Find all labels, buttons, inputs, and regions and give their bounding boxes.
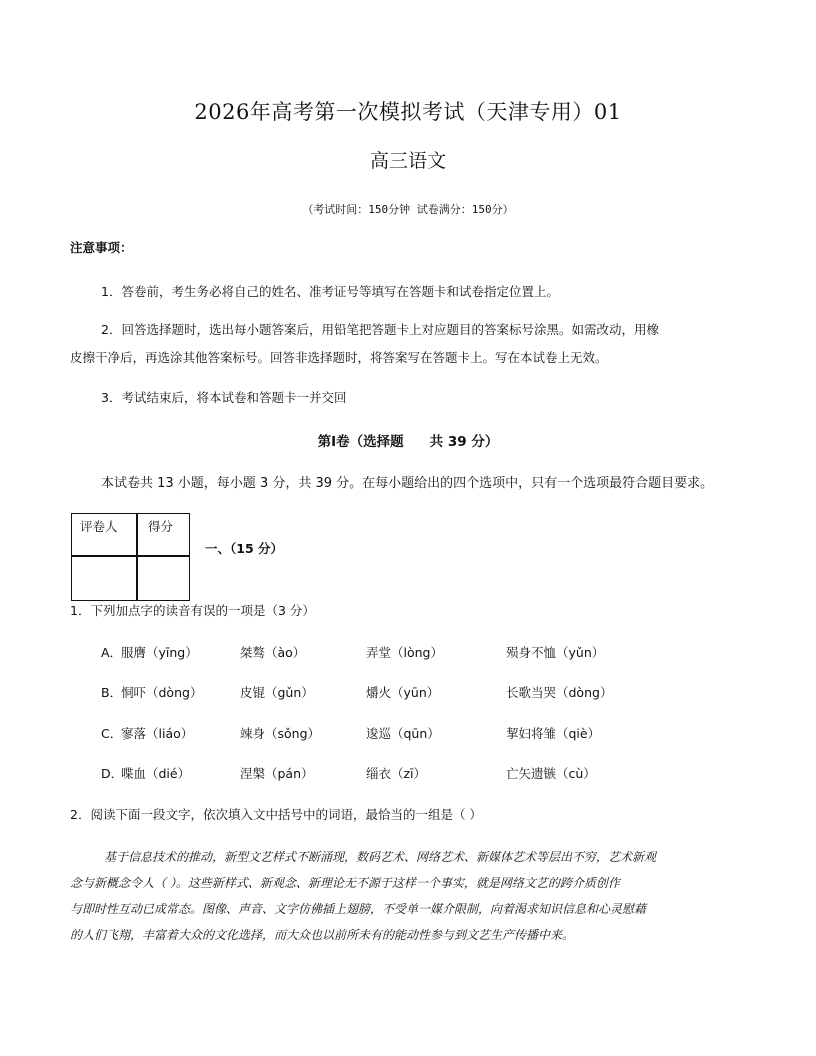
exam-info: （考试时间：150分钟 试卷满分：150分） [302, 203, 514, 216]
option-d-item-2: 涅槃（pán） [240, 766, 314, 781]
exam-subject: 高三语文 [369, 150, 446, 172]
option-a-item-2: 桀骜（ào） [240, 645, 306, 660]
section-description: 本试卷共 13 小题，每小题 3 分，共 39 分。在每小题给出的四个选项中，只有一个选项最符合题目要求。 [101, 476, 714, 491]
option-c-item-3: 逡巡（qūn） [366, 726, 440, 741]
notice-item-1: 1．答卷前，考生务必将自己的姓名、准考证号等填写在答题卡和试卷指定位置上。 [101, 284, 559, 299]
option-b-item-4: 长歌当哭（dòng） [506, 685, 613, 700]
notice-item-3: 3．考试结束后，将本试卷和答题卡一并交回 [101, 390, 347, 405]
grader-table [71, 513, 190, 601]
score-header: 得分 [148, 519, 174, 534]
option-a-label: A． [101, 645, 123, 660]
grader-table-divider-vertical [136, 514, 138, 600]
question-1-stem: 1．下列加点字的读音有误的一项是（3 分） [70, 603, 315, 618]
notice-heading: 注意事项： [70, 240, 133, 255]
section-title [0, 430, 816, 450]
option-a-item-3: 弄堂（lòng） [366, 645, 443, 660]
question-2-passage [70, 844, 746, 948]
notice-item-2-line-2: 皮擦干净后，再选涂其他答案标号。回答非选择题时，将答案写在答题卡上。写在本试卷上无效。 [70, 350, 608, 365]
option-d-item-1: 喋血（dié） [121, 766, 191, 781]
question-2-stem: 2．阅读下面一段文字，依次填入文中括号中的词语，最恰当的一组是（ ） [70, 807, 482, 822]
option-b-item-1: 恫吓（dòng） [121, 685, 203, 700]
option-d-item-4: 亡矢遗镞（cù） [506, 766, 596, 781]
option-a-item-4: 殒身不恤（yǔn） [506, 645, 605, 660]
exam-title: 2026年高考第一次模拟考试（天津专用）01 [194, 100, 622, 124]
option-a-item-1: 服膺（yīng） [121, 645, 198, 660]
passage-line-4: 的人们飞翔，丰富着大众的文化选择，而大众也以前所未有的能动性参与到文艺生产传播中来。 [70, 928, 575, 942]
option-b-item-2: 皮锟（gǔn） [240, 685, 314, 700]
section-title-part-1: 第Ⅰ卷（选择题 [317, 434, 404, 450]
grader-header: 评卷人 [80, 519, 118, 534]
option-d-item-3: 缁衣（zī） [366, 766, 427, 781]
passage-line-2: 念与新概念令人（ ）。这些新样式、新观念、新理论无不源于这样一个事实，就是网络文艺的跨介质创作 [70, 876, 620, 890]
option-c-label: C． [101, 726, 123, 741]
option-b-item-3: 爝火（yūn） [366, 685, 440, 700]
section-title-part-2: 共 39 分） [429, 434, 499, 450]
grader-table-divider-horizontal [72, 555, 189, 557]
option-c-item-2: 竦身（sǒng） [240, 726, 321, 741]
option-c-item-4: 挈妇将雏（qiè） [506, 726, 601, 741]
option-d-label: D． [101, 766, 124, 781]
passage-line-1: 基于信息技术的推动，新型文艺样式不断涌现，数码艺术、网络艺术、新媒体艺术等层出不穷，艺术新观 [104, 850, 657, 864]
notice-item-2-line-1: 2．回答选择题时，选出每小题答案后，用铅笔把答题卡上对应题目的答案标号涂黑。如需改动，用橡 [101, 322, 659, 337]
passage-line-3: 与即时性互动已成常态。图像、声音、文字仿佛插上翅膀，不受单一媒介限制，向着渴求知识信息和心灵慰藉 [70, 902, 647, 916]
option-b-label: B． [101, 685, 123, 700]
part-1-label: 一、（15 分） [205, 541, 283, 556]
option-c-item-1: 寥落（liáo） [121, 726, 194, 741]
